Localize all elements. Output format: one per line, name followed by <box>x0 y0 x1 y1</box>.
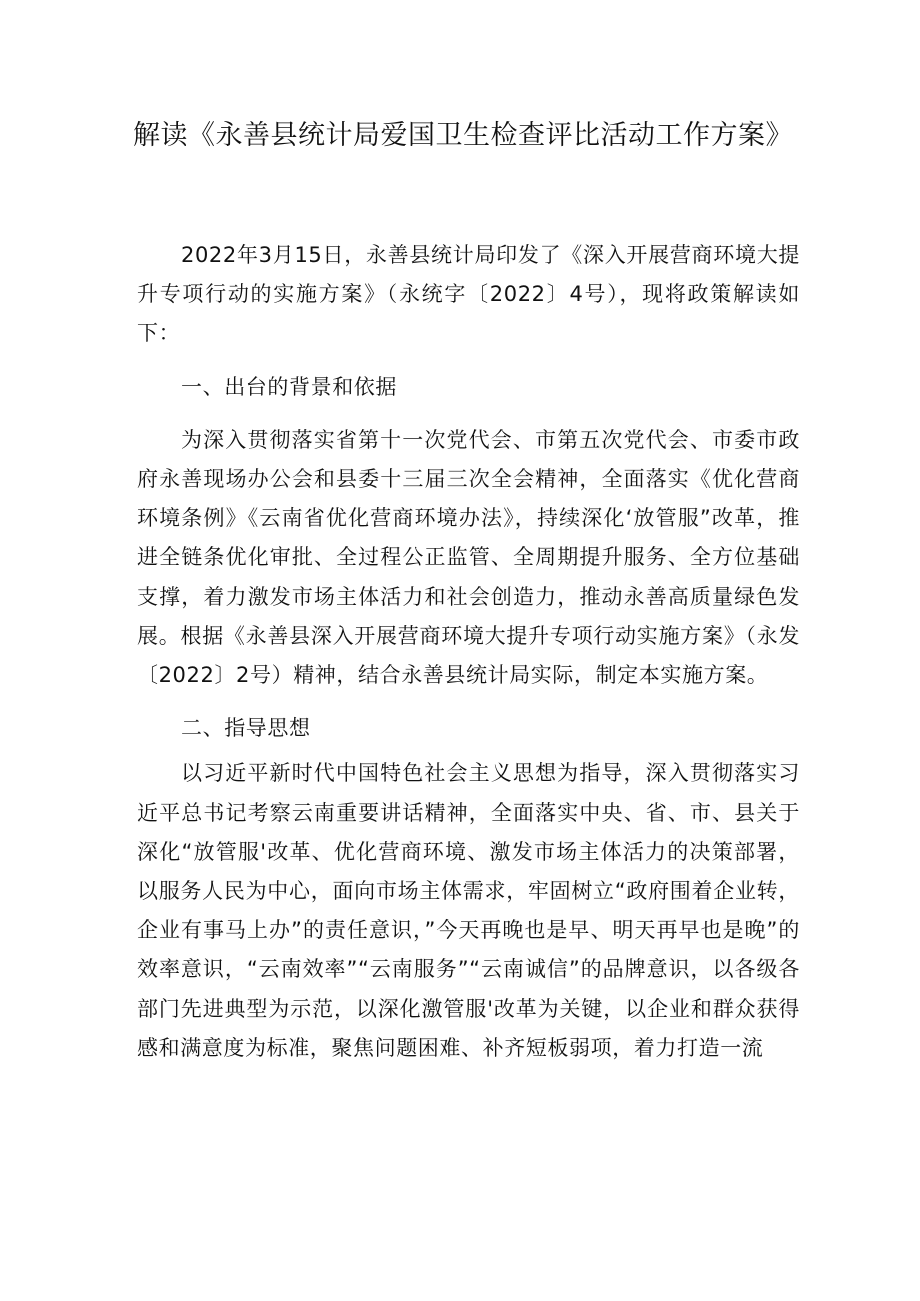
guiding-thought-paragraph: 以习近平新时代中国特色社会主义思想为指导，深入贯彻落实习近平总书记考察云南重要讲话精神，全面落实中央、省、市、县关于深化“放管服'改革、优化营商环境、激发市场主体活力的决策部署，以服务人民为中心，面向市场主体需求，牢固树立“政府围着企业转，企业有事马上办”的责任意识，”今天再晚也是早、明天再早也是晚”的效率意识，“云南效率”“云南服务”“云南诚信”的品牌意识，以各级各部门先进典型为示范，以深化激管服'改革为关键，以企业和群众获得感和满意度为标准，聚焦问题困难、补齐短板弱项，着力打造一流 <box>137 761 800 1060</box>
intro-paragraph: 2022年3月15日，永善县统计局印发了《深入开展营商环境大提升专项行动的实施方案》（永统字〔2022〕4号），现将政策解读如下： <box>137 243 800 346</box>
background-paragraph: 为深入贯彻落实省第十一次党代会、市第五次党代会、市委市政府永善现场办公会和县委十三届三次全会精神，全面落实《优化营商环境条例》《云南省优化营商环境办法》，持续深化‘放管服”改革，推进全链条优化审批、全过程公正监管、全周期提升服务、全方位基础支撑，着力激发市场主体活力和社会创造力，推动永善高质量绿色发展。根据《永善县深入开展营商环境大提升专项行动实施方案》（永发〔2022〕2号）精神，结合永善县统计局实际，制定本实施方案。 <box>137 427 800 688</box>
document-title: 解读《永善县统计局爱国卫生检查评比活动工作方案》 <box>133 120 793 151</box>
section-heading-guiding-thought: 二、指导思想 <box>181 716 311 741</box>
section-heading-background: 一、出台的背景和依据 <box>181 374 397 399</box>
document-body <box>137 236 800 1068</box>
